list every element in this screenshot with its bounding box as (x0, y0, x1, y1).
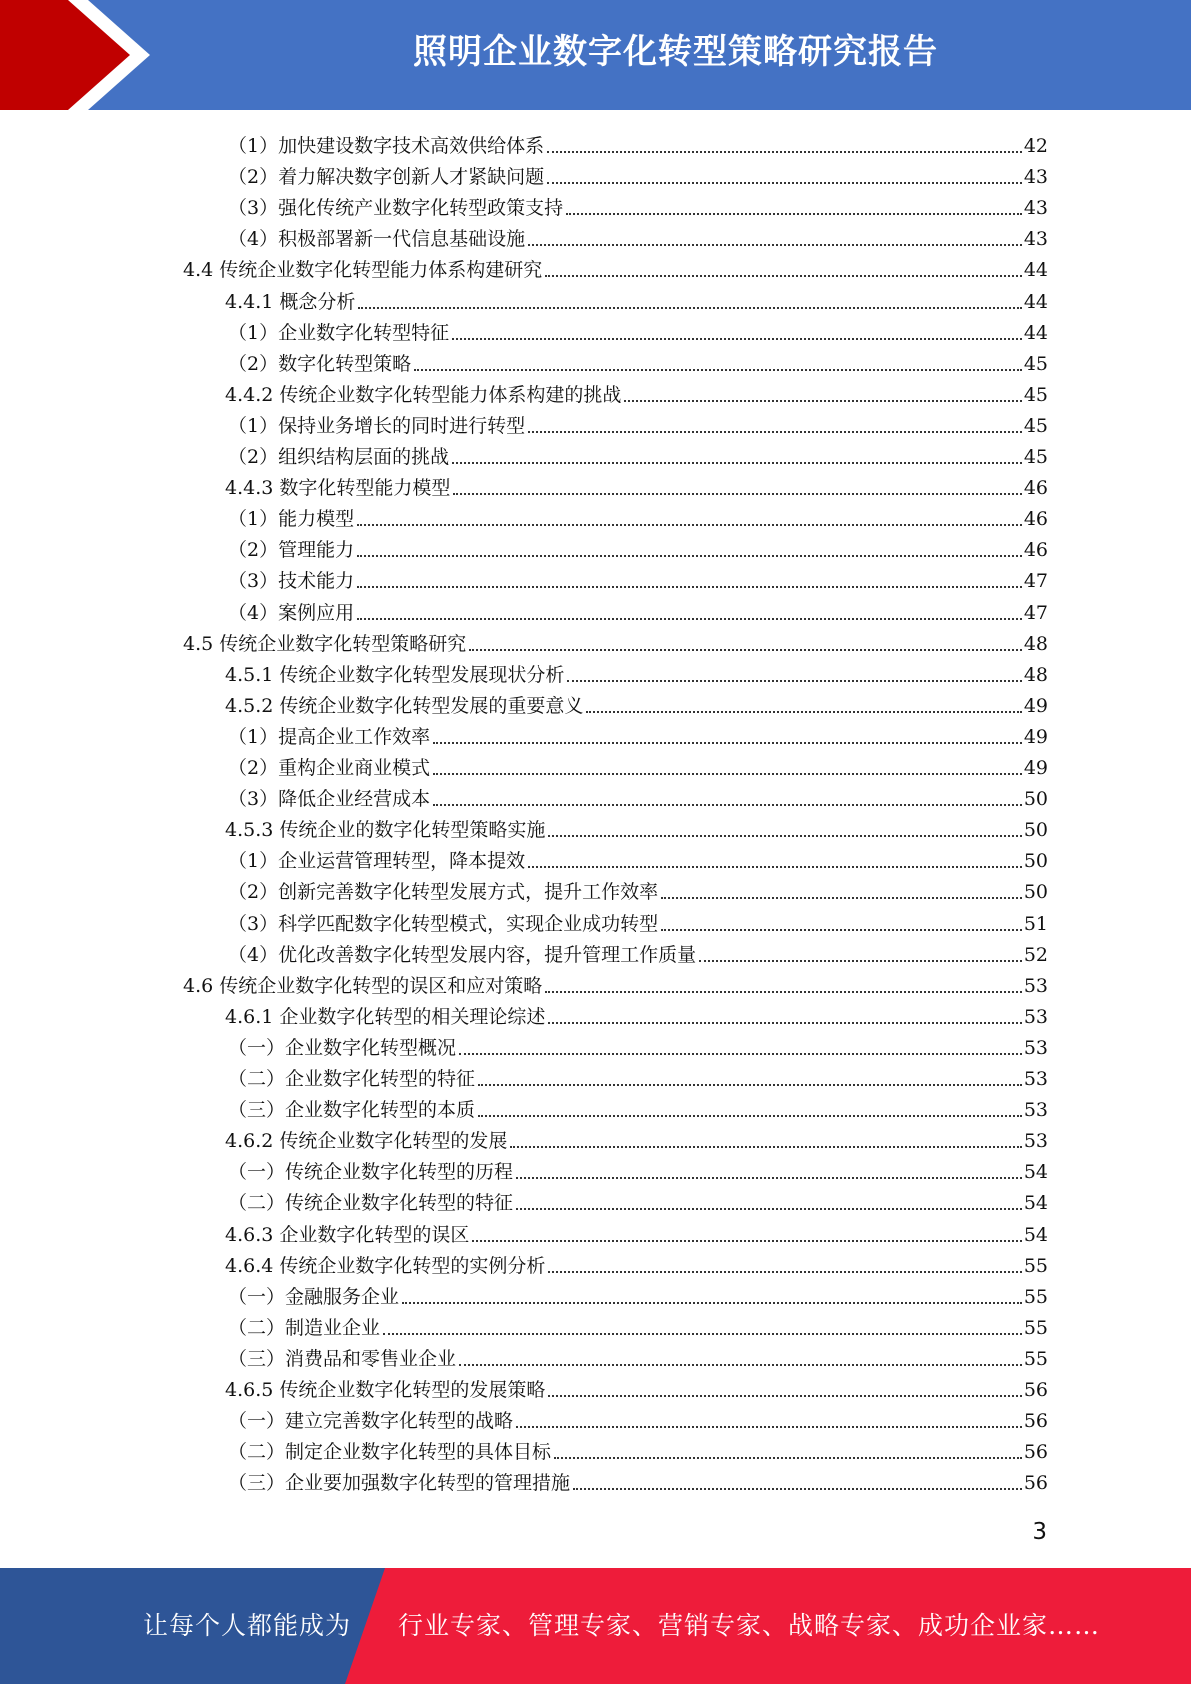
toc-entry[interactable] (225, 376, 1048, 407)
toc-entry-page: 43 (1023, 166, 1048, 189)
toc-entry-page: 50 (1023, 881, 1048, 904)
toc-entry-page: 43 (1023, 197, 1048, 220)
toc-entry[interactable] (228, 1340, 1048, 1371)
toc-dot-leader (433, 773, 1022, 775)
toc-entry[interactable] (228, 749, 1048, 780)
toc-entry[interactable] (228, 531, 1048, 562)
toc-dot-leader (383, 1333, 1022, 1335)
toc-entry-title: （1）提高企业工作效率 (228, 725, 431, 748)
toc-entry-page: 55 (1023, 1285, 1048, 1308)
toc-dot-leader (566, 213, 1022, 215)
toc-entry[interactable] (228, 345, 1048, 376)
toc-entry-title: （1）企业运营管理转型，降本提效 (228, 850, 526, 873)
toc-entry-page: 45 (1023, 446, 1048, 468)
toc-dot-leader (433, 742, 1022, 744)
toc-entry-title: （一）建立完善数字化转型的战略 (228, 1410, 514, 1433)
toc-entry[interactable] (183, 625, 1048, 656)
toc-dot-leader (478, 1115, 1022, 1117)
toc-entry[interactable] (228, 842, 1048, 873)
toc-entry-title: （3）强化传统产业数字化转型政策支持 (228, 197, 564, 220)
toc-dot-leader (478, 1084, 1022, 1086)
toc-entry-page: 49 (1023, 757, 1048, 779)
toc-entry-title: 4.4.3 数字化转型能力模型 (225, 477, 451, 500)
toc-entry-page: 53 (1023, 1036, 1048, 1059)
toc-entry[interactable] (228, 158, 1048, 189)
toc-entry[interactable] (225, 998, 1048, 1029)
toc-entry-page: 56 (1023, 1379, 1048, 1401)
toc-dot-leader (586, 711, 1021, 713)
toc-dot-leader (528, 244, 1022, 246)
toc-dot-leader (469, 649, 1022, 651)
toc-dot-leader (414, 369, 1022, 371)
toc-entry-page: 55 (1023, 1254, 1048, 1277)
toc-entry[interactable] (228, 1029, 1048, 1060)
toc-entry-title: 4.5.1 传统企业数字化转型发展现状分析 (225, 663, 565, 686)
toc-entry-title: 4.6.3 企业数字化转型的误区 (225, 1223, 470, 1246)
toc-entry-page: 54 (1023, 1161, 1048, 1184)
toc-dot-leader (528, 431, 1022, 433)
toc-entry-title: 4.4 传统企业数字化转型能力体系构建研究 (183, 259, 543, 282)
toc-entry-page: 54 (1023, 1223, 1048, 1246)
toc-entry-title: （一）金融服务企业 (228, 1285, 400, 1308)
toc-dot-leader (699, 960, 1022, 962)
toc-entry-page: 55 (1023, 1347, 1048, 1370)
toc-dot-leader (357, 524, 1022, 526)
toc-entry-page: 49 (1023, 725, 1048, 748)
toc-entry[interactable] (228, 1184, 1048, 1215)
toc-entry[interactable] (225, 811, 1048, 842)
toc-entry-page: 46 (1023, 508, 1048, 531)
toc-dot-leader (548, 1395, 1021, 1397)
toc-entry-page: 47 (1023, 570, 1048, 593)
toc-entry-title: （一）企业数字化转型概况 (228, 1036, 457, 1059)
toc-entry[interactable] (228, 1091, 1048, 1122)
toc-entry-page: 44 (1023, 290, 1048, 313)
toc-entry[interactable] (225, 1247, 1048, 1278)
toc-entry-title: 4.5 传统企业数字化转型策略研究 (183, 632, 467, 655)
toc-entry-title: （2）创新完善数字化转型发展方式，提升工作效率 (228, 881, 659, 904)
toc-entry-title: 4.6.1 企业数字化转型的相关理论综述 (225, 1005, 546, 1028)
page-number: 3 (1032, 1519, 1047, 1545)
toc-dot-leader (545, 275, 1022, 277)
toc-entry-page: 48 (1023, 632, 1048, 655)
toc-entry-page: 56 (1023, 1472, 1048, 1495)
toc-entry-page: 44 (1023, 321, 1048, 344)
toc-entry-page: 45 (1023, 414, 1048, 437)
toc-entry-title: （二）传统企业数字化转型的特征 (228, 1192, 514, 1215)
toc-entry-page: 51 (1023, 912, 1048, 935)
toc-entry-title: （3）科学匹配数字化转型模式，实现企业成功转型 (228, 912, 659, 935)
toc-dot-leader (357, 586, 1022, 588)
toc-entry-title: 4.6.2 传统企业数字化转型的发展 (225, 1130, 508, 1153)
toc-dot-leader (472, 1240, 1021, 1242)
toc-dot-leader (516, 1208, 1022, 1210)
toc-entry-title: （二）制造业企业 (228, 1316, 381, 1339)
toc-dot-leader (547, 151, 1022, 153)
toc-entry[interactable] (225, 687, 1048, 718)
toc-dot-leader (510, 1146, 1021, 1148)
toc-entry[interactable] (183, 251, 1048, 282)
toc-dot-leader (516, 1426, 1022, 1428)
toc-dot-leader (357, 618, 1022, 620)
toc-dot-leader (516, 1177, 1022, 1179)
toc-entry[interactable] (228, 873, 1048, 904)
toc-dot-leader (452, 338, 1022, 340)
toc-dot-leader (452, 462, 1022, 464)
report-title: 照明企业数字化转型策略研究报告 (413, 32, 938, 72)
toc-dot-leader (433, 804, 1022, 806)
toc-dot-leader (567, 680, 1021, 682)
toc-entry-title: （1）加快建设数字技术高效供给体系 (228, 135, 545, 157)
toc-dot-leader (624, 400, 1021, 402)
toc-entry-title: （4）案例应用 (228, 601, 355, 624)
page-footer (0, 1568, 1191, 1684)
toc-entry-page: 50 (1023, 850, 1048, 873)
toc-entry-title: 4.5.3 传统企业的数字化转型策略实施 (225, 819, 546, 842)
toc-entry-page: 52 (1023, 943, 1048, 966)
toc-dot-leader (661, 929, 1022, 931)
toc-entry-page: 47 (1023, 601, 1048, 624)
toc-entry[interactable] (228, 718, 1048, 749)
toc-entry-page: 56 (1023, 1410, 1048, 1433)
toc-entry-title: 4.6 传统企业数字化转型的误区和应对策略 (183, 974, 543, 997)
toc-entry-page: 42 (1023, 135, 1048, 157)
toc-dot-leader (548, 835, 1021, 837)
toc-entry-title: （一）传统企业数字化转型的历程 (228, 1161, 514, 1184)
toc-dot-leader (459, 1053, 1022, 1055)
toc-entry-page: 46 (1023, 477, 1048, 500)
toc-entry-page: 56 (1023, 1441, 1048, 1464)
toc-entry-title: （4）积极部署新一代信息基础设施 (228, 228, 526, 251)
toc-entry[interactable] (228, 438, 1048, 469)
toc-entry-page: 50 (1023, 788, 1048, 811)
toc-entry-title: （二）制定企业数字化转型的具体目标 (228, 1441, 552, 1464)
toc-dot-leader (661, 897, 1022, 899)
toc-dot-leader (402, 1302, 1022, 1304)
toc-entry[interactable] (228, 1309, 1048, 1340)
toc-entry-title: （3）技术能力 (228, 570, 355, 593)
toc-entry[interactable] (228, 936, 1048, 967)
toc-entry[interactable] (228, 780, 1048, 811)
toc-entry-title: （三）企业数字化转型的本质 (228, 1099, 476, 1122)
toc-entry[interactable] (228, 127, 1048, 158)
toc-dot-leader (358, 307, 1021, 309)
toc-entry-page: 48 (1023, 663, 1048, 686)
toc-entry[interactable] (228, 314, 1048, 345)
toc-entry-page: 53 (1023, 1005, 1048, 1028)
toc-entry-page: 53 (1023, 1130, 1048, 1153)
toc-entry-title: （1）企业数字化转型特征 (228, 321, 450, 344)
toc-entry-title: 4.6.4 传统企业数字化转型的实例分析 (225, 1254, 546, 1277)
toc-entry-title: （三）企业要加强数字化转型的管理措施 (228, 1472, 571, 1495)
toc-entry[interactable] (228, 189, 1048, 220)
toc-entry-page: 50 (1023, 819, 1048, 842)
toc-entry[interactable] (225, 1122, 1048, 1153)
toc-entry-title: （4）优化改善数字化转型发展内容，提升管理工作质量 (228, 943, 697, 966)
toc-entry-title: （2）着力解决数字创新人才紧缺问题 (228, 166, 545, 189)
toc-entry-title: （2）管理能力 (228, 539, 355, 562)
toc-entry-page: 53 (1023, 974, 1048, 997)
toc-entry-page: 44 (1023, 259, 1048, 282)
toc-entry-page: 53 (1023, 1068, 1048, 1090)
toc-dot-leader (547, 182, 1022, 184)
toc-entry[interactable] (225, 283, 1048, 314)
toc-entry[interactable] (228, 1060, 1048, 1091)
toc-entry[interactable] (228, 220, 1048, 251)
toc-dot-leader (554, 1457, 1022, 1459)
toc-entry[interactable] (228, 1153, 1048, 1184)
toc-entry-page: 55 (1023, 1316, 1048, 1339)
toc-entry-page: 43 (1023, 228, 1048, 251)
toc-entry-title: 4.5.2 传统企业数字化转型发展的重要意义 (225, 694, 584, 717)
toc-entry-page: 54 (1023, 1192, 1048, 1215)
toc-entry-title: 4.6.5 传统企业数字化转型的发展策略 (225, 1379, 546, 1401)
footer-slogan-right: 行业专家、管理专家、营销专家、战略专家、成功企业家…… (398, 1611, 1101, 1640)
toc-entry[interactable] (228, 1278, 1048, 1309)
toc-entry[interactable] (225, 1216, 1048, 1247)
toc-entry[interactable] (228, 1402, 1048, 1433)
toc-entry-title: （三）消费品和零售业企业 (228, 1347, 457, 1370)
toc-entry[interactable] (228, 594, 1048, 625)
toc-entry-title: （2）数字化转型策略 (228, 352, 412, 375)
toc-dot-leader (548, 1271, 1021, 1273)
toc-entry-title: （二）企业数字化转型的特征 (228, 1068, 476, 1090)
toc-entry-title: （1）能力模型 (228, 508, 355, 531)
footer-slogan-left: 让每个人都能成为 (143, 1611, 352, 1640)
toc-entry-title: （1）保持业务增长的同时进行转型 (228, 414, 526, 437)
toc-entry-page: 49 (1023, 694, 1048, 717)
toc-entry-page: 45 (1023, 383, 1048, 406)
toc-entry[interactable] (228, 407, 1048, 438)
toc-entry[interactable] (228, 905, 1048, 936)
toc-dot-leader (459, 1364, 1022, 1366)
toc-dot-leader (357, 555, 1022, 557)
page-header (0, 0, 1191, 110)
toc-entry-page: 53 (1023, 1099, 1048, 1122)
toc-entry-page: 45 (1023, 352, 1048, 375)
toc-entry[interactable] (228, 500, 1048, 531)
toc-entry-page: 46 (1023, 539, 1048, 562)
toc-entry-title: （3）降低企业经营成本 (228, 788, 431, 811)
toc-entry-title: （2）组织结构层面的挑战 (228, 446, 450, 468)
toc-entry[interactable] (228, 1433, 1048, 1464)
toc-dot-leader (453, 493, 1021, 495)
toc-dot-leader (528, 866, 1022, 868)
toc-dot-leader (573, 1488, 1022, 1490)
toc-dot-leader (548, 1022, 1021, 1024)
toc-entry[interactable] (225, 656, 1048, 687)
toc-entry[interactable] (183, 967, 1048, 998)
toc-dot-leader (545, 991, 1022, 993)
toc-entry[interactable] (228, 1464, 1048, 1495)
toc-entry[interactable] (225, 1371, 1048, 1402)
toc-entry-title: 4.4.2 传统企业数字化转型能力体系构建的挑战 (225, 383, 622, 406)
toc-entry-title: 4.4.1 概念分析 (225, 290, 356, 313)
toc-entry[interactable] (225, 469, 1048, 500)
toc-entry[interactable] (228, 562, 1048, 593)
toc-entry-title: （2）重构企业商业模式 (228, 757, 431, 779)
